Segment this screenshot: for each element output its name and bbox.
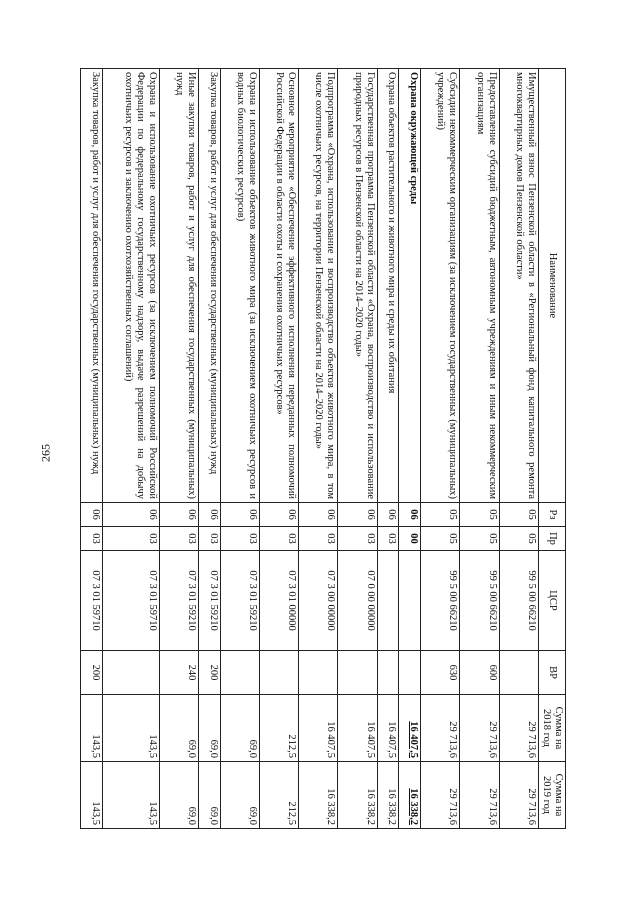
cell-rz: 06 [159,503,198,527]
cell-rz: 06 [338,503,377,527]
cell-vr: 600 [460,651,499,695]
cell-sum2019: 143,5 [81,762,103,829]
cell-name: Предоставление субсидий бюджетным, автономным учреждениям и иным некоммерческим организациям [460,69,499,503]
table-row [198,69,220,829]
cell-rz: 06 [220,503,259,527]
cell-rz: 05 [421,503,460,527]
cell-name: Подпрограмма «Охрана, использование и воспроизводство объектов животного мира, в том числе охотничьих ресурсов, на территории Пензенской области на 2014–2020 годы» [299,69,338,503]
cell-rz: 06 [81,503,103,527]
cell-sum2018: 29 713,6 [460,695,499,762]
cell-sum2019: 212,5 [259,762,298,829]
cell-csr: 07 3 00 00000 [299,551,338,651]
cell-pr: 00 [399,527,421,551]
cell-sum2018: 16 407,5 [299,695,338,762]
cell-pr: 03 [102,527,159,551]
table-row [299,69,338,829]
cell-sum2019: 143,5 [102,762,159,829]
cell-name: Основное мероприятие «Обеспечение эффективного исполнения переданных полномочий Российской Федерации в области охоты и сохранения охотничьих ресурсов» [259,69,298,503]
table-header-row [538,69,565,829]
cell-rz: 06 [399,503,421,527]
cell-csr: 99 5 00 66210 [499,551,538,651]
cell-pr: 03 [299,527,338,551]
cell-sum2018: 69,0 [220,695,259,762]
cell-vr: 200 [198,651,220,695]
cell-sum2018: 143,5 [81,695,103,762]
cell-sum2019: 69,0 [159,762,198,829]
table-row [81,69,103,829]
cell-rz: 06 [102,503,159,527]
table-row [102,69,159,829]
cell-vr: 630 [421,651,460,695]
cell-name: Охрана и использование охотничьих ресурсов (за исключением полномочий Российской Федерации по федеральному государственному надзору, выдаче разрешений на добычу охотничьих ресурсов и заключению охотхозяйственных соглашений) [102,69,159,503]
cell-vr: 200 [81,651,103,695]
cell-name: Охрана и использование объектов животного мира (за исключением охотничьих ресурсов и водных биологических ресурсов) [220,69,259,503]
cell-csr: 07 0 00 00000 [338,551,377,651]
table-row [159,69,198,829]
table-row [259,69,298,829]
cell-pr: 03 [81,527,103,551]
header-rz: Рз [538,503,565,527]
cell-vr [377,651,399,695]
cell-sum2019: 29 713,6 [499,762,538,829]
cell-csr: 99 5 00 66210 [421,551,460,651]
cell-rz: 06 [377,503,399,527]
cell-sum2018: 16 407,5 [377,695,399,762]
cell-vr [499,651,538,695]
cell-name: Охрана объектов растительного и животного мира и среды их обитания [377,69,399,503]
cell-sum2019: 16 338,2 [377,762,399,829]
header-pr: Пр [538,527,565,551]
cell-csr: 07 3 01 59210 [198,551,220,651]
cell-pr: 03 [377,527,399,551]
cell-csr [399,551,421,651]
cell-sum2019: 16 338,2 [299,762,338,829]
cell-name: Иные закупки товаров, работ и услуг для обеспечения государственных (муниципальных) нужд [159,69,198,503]
table-row [499,69,538,829]
cell-vr: 240 [159,651,198,695]
table-row [338,69,377,829]
cell-pr: 05 [460,527,499,551]
table-row [460,69,499,829]
header-vr: ВР [538,651,565,695]
cell-pr: 03 [259,527,298,551]
cell-sum2018: 69,0 [198,695,220,762]
cell-csr: 07 3 01 59710 [102,551,159,651]
cell-sum2018: 29 713,6 [499,695,538,762]
rotated-budget-table [80,68,566,828]
cell-sum2018: 29 713,6 [421,695,460,762]
cell-rz: 06 [299,503,338,527]
cell-vr [102,651,159,695]
header-sum-2018: Сумма на 2018 год [538,695,565,762]
cell-name: Имущественный взнос Пензенской области в «Региональный фонд капитального ремонта многоквартирных домов Пензенской области» [499,69,538,503]
cell-vr [399,651,421,695]
budget-table [80,68,566,829]
cell-name: Государственная программа Пензенской области «Охрана, воспроизводство и использование природных ресурсов в Пензенской области на 2014–2020 годы» [338,69,377,503]
cell-pr: 03 [338,527,377,551]
table-row [399,69,421,829]
table-row [377,69,399,829]
cell-sum2018: 16 407,5 [399,695,421,762]
cell-vr [299,651,338,695]
cell-csr: 99 5 00 66210 [460,551,499,651]
cell-rz: 06 [198,503,220,527]
cell-pr: 03 [198,527,220,551]
table-body [81,69,539,829]
cell-vr [338,651,377,695]
table-row [421,69,460,829]
cell-name: Закупка товаров, работ и услуг для обеспечения государственных (муниципальных) нужд [198,69,220,503]
cell-rz: 05 [460,503,499,527]
header-name: Наименование [538,69,565,503]
header-csr: ЦСР [538,551,565,651]
cell-sum2019: 69,0 [220,762,259,829]
cell-sum2019: 69,0 [198,762,220,829]
cell-sum2018: 212,5 [259,695,298,762]
cell-csr: 07 3 01 00000 [259,551,298,651]
cell-pr: 03 [159,527,198,551]
cell-rz: 05 [499,503,538,527]
cell-sum2018: 143,5 [102,695,159,762]
cell-name: Субсидии некоммерческим организациям (за исключением государственных (муниципальных) учреждений) [421,69,460,503]
cell-csr [377,551,399,651]
cell-sum2018: 69,0 [159,695,198,762]
table-row [220,69,259,829]
cell-sum2019: 16 338,2 [338,762,377,829]
cell-sum2019: 29 713,6 [460,762,499,829]
cell-pr: 03 [220,527,259,551]
page-number: 265 [38,444,53,462]
cell-sum2018: 16 407,5 [338,695,377,762]
cell-csr: 07 3 01 59710 [81,551,103,651]
cell-sum2019: 16 338,2 [399,762,421,829]
cell-name: Закупка товаров, работ и услуг для обеспечения государственных (муниципальных) нужд [81,69,103,503]
cell-name: Охрана окружающей среды [399,69,421,503]
cell-csr: 07 3 01 59210 [220,551,259,651]
cell-pr: 05 [499,527,538,551]
cell-vr [220,651,259,695]
cell-sum2019: 29 713,6 [421,762,460,829]
header-sum-2019: Сумма на 2019 год [538,762,565,829]
cell-vr [259,651,298,695]
cell-pr: 05 [421,527,460,551]
cell-csr: 07 3 01 59210 [159,551,198,651]
cell-rz: 06 [259,503,298,527]
